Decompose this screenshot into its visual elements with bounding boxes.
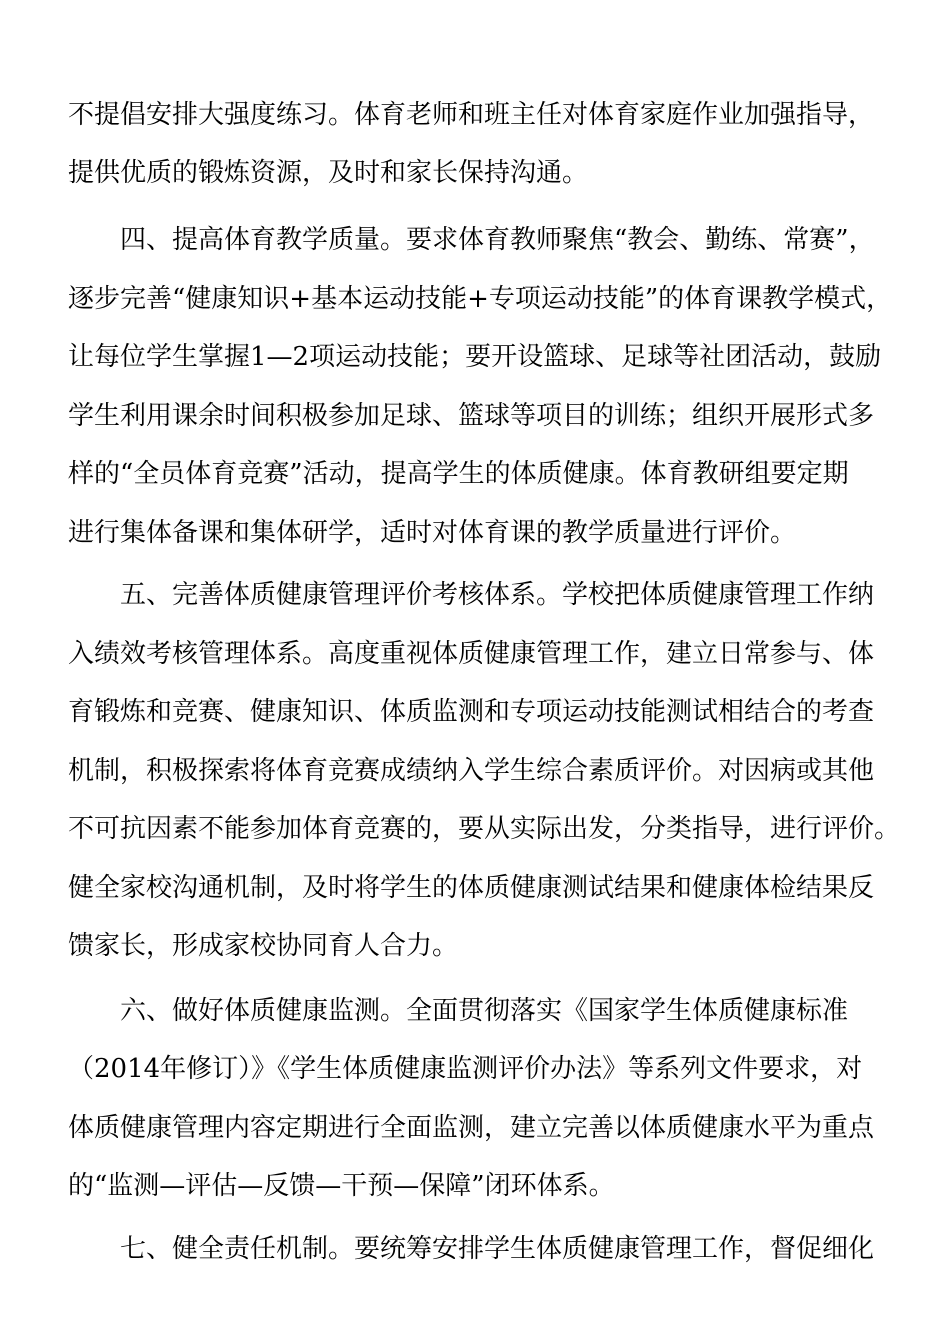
paragraph-4-first-line: 四、提高体育教学质量。要求体育教师聚焦“教会、勤练、常赛”， xyxy=(120,225,875,255)
text-line: 入绩效考核管理体系。高度重视体质健康管理工作，建立日常参与、体 xyxy=(68,639,875,669)
text-line: 机制，积极探索将体育竞赛成绩纳入学生综合素质评价。对因病或其他 xyxy=(68,756,875,786)
text-line: 不可抗因素不能参加体育竞赛的，要从实际出发，分类指导，进行评价。 xyxy=(68,814,901,844)
text-line: 健全家校沟通机制，及时将学生的体质健康测试结果和健康体检结果反 xyxy=(68,873,875,903)
paragraph-5-first-line: 五、完善体质健康管理评价考核体系。学校把体质健康管理工作纳 xyxy=(120,580,875,610)
text-line: 进行集体备课和集体研学，适时对体育课的教学质量进行评价。 xyxy=(68,518,797,548)
text-line: 逐步完善“健康知识+基本运动技能+专项运动技能”的体育课教学模式， xyxy=(68,284,893,314)
text-line: 不提倡安排大强度练习。体育老师和班主任对体育家庭作业加强指导， xyxy=(68,100,875,130)
text-line: 学生利用课余时间积极参加足球、篮球等项目的训练；组织开展形式多 xyxy=(68,401,875,431)
text-line: 育锻炼和竞赛、健康知识、体质监测和专项运动技能测试相结合的考查 xyxy=(68,697,875,727)
text-line: （2014年修订）》《学生体质健康监测评价办法》等系列文件要求，对 xyxy=(68,1054,863,1084)
text-line: 体质健康管理内容定期进行全面监测，建立完善以体质健康水平为重点 xyxy=(68,1113,875,1143)
text-line: 样的“全员体育竞赛”活动，提高学生的体质健康。体育教研组要定期 xyxy=(68,459,849,489)
text-line: 让每位学生掌握1—2项运动技能；要开设篮球、足球等社团活动，鼓励 xyxy=(68,342,882,372)
paragraph-6-first-line: 六、做好体质健康监测。全面贯彻落实《国家学生体质健康标准 xyxy=(120,996,849,1026)
text-line: 提供优质的锻炼资源，及时和家长保持沟通。 xyxy=(68,158,589,188)
paragraph-7-first-line: 七、健全责任机制。要统筹安排学生体质健康管理工作，督促细化 xyxy=(120,1234,875,1264)
text-line: 的“监测—评估—反馈—干预—保障”闭环体系。 xyxy=(68,1171,615,1201)
text-line: 馈家长，形成家校协同育人合力。 xyxy=(68,931,459,961)
